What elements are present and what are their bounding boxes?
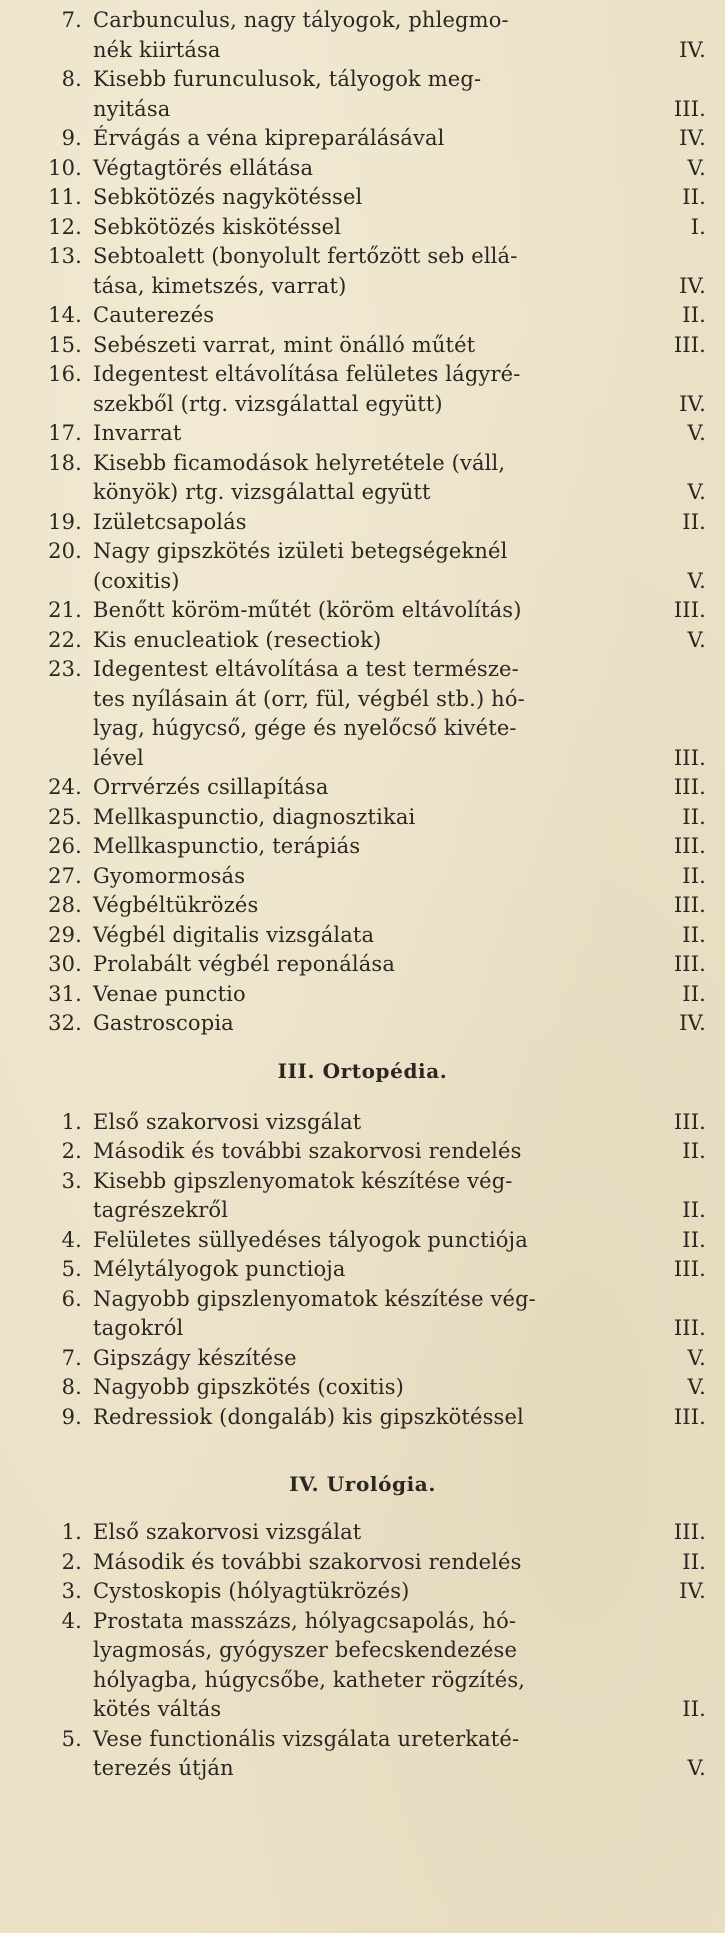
list-item: [48, 1577, 708, 1607]
item-category: IV.: [679, 391, 706, 416]
item-number: 7.: [61, 1345, 82, 1370]
item-description: Kisebb ficamodások helyretétele (váll, könyök) rtg. vizsgálattal együtt: [93, 450, 506, 504]
item-description: Első szakorvosi vizsgálat: [93, 1520, 362, 1544]
item-description: Sebtoalett (bonyolult fertőzött seb ellá- tása, kimetszés, varrat): [93, 244, 518, 298]
item-description: Második és további szakorvosi rendelés: [93, 1549, 522, 1574]
item-category: II.: [682, 804, 706, 829]
item-description: Cauterezés: [93, 303, 215, 327]
item-number: 2.: [61, 1549, 82, 1574]
list-item: [48, 1137, 708, 1167]
item-category: III.: [673, 1520, 706, 1544]
item-category: I.: [690, 214, 706, 239]
item-category: II.: [682, 1549, 706, 1574]
item-number: 3.: [61, 1168, 82, 1193]
list-item: [48, 1344, 708, 1374]
item-description: Nagy gipszkötés izületi betegségeknél (coxitis): [93, 539, 508, 593]
item-category: III.: [673, 834, 706, 858]
list-item: [48, 242, 708, 301]
item-description: Vese functionális vizsgálata ureterkaté- terezés útján: [93, 1726, 520, 1780]
list-item: [48, 921, 708, 951]
item-category: III.: [673, 1109, 706, 1134]
item-number: 23.: [48, 657, 82, 681]
item-number: 9.: [61, 126, 82, 150]
item-description: Felületes süllyedéses tályogok punctiója: [93, 1227, 528, 1252]
item-number: 3.: [61, 1579, 82, 1603]
item-number: 15.: [48, 332, 82, 357]
item-category: III.: [673, 598, 706, 622]
item-number: 10.: [48, 155, 82, 180]
item-category: II.: [682, 303, 706, 327]
item-description: Végbéltükrözés: [93, 893, 259, 917]
item-description: Érvágás a véna kipreparálásával: [93, 126, 445, 150]
list-item: [48, 980, 708, 1010]
item-description: Benőtt köröm-műtét (köröm eltávolítás): [93, 598, 522, 622]
item-category: II.: [682, 1139, 706, 1163]
item-description: Kis enucleatiok (resectiok): [93, 627, 382, 652]
item-category: II.: [682, 981, 706, 1006]
surgery-list: [0, 6, 725, 1039]
item-number: 14.: [48, 303, 82, 327]
item-number: 2.: [61, 1139, 82, 1163]
item-number: 8.: [61, 67, 82, 91]
list-item: [48, 1009, 708, 1039]
item-description: Invarrat: [93, 421, 182, 445]
list-item: [48, 626, 708, 656]
item-category: III.: [673, 96, 706, 121]
list-item: [48, 124, 708, 154]
item-description: Kisebb furunculusok, tályogok meg- nyitása: [93, 67, 482, 121]
list-item: [48, 1226, 708, 1256]
list-item: [48, 537, 708, 596]
item-description: Első szakorvosi vizsgálat: [93, 1109, 362, 1134]
list-item: [48, 803, 708, 833]
item-category: IV.: [679, 273, 706, 298]
item-number: 5.: [61, 1257, 82, 1281]
item-number: 20.: [48, 539, 82, 563]
item-description: Mellkaspunctio, diagnosztikai: [93, 804, 416, 829]
item-description: Orrvérzés csillapítása: [93, 775, 329, 799]
item-category: V.: [687, 1756, 706, 1780]
item-category: III.: [673, 1404, 706, 1429]
list-item: [48, 360, 708, 419]
item-number: 19.: [48, 509, 82, 534]
item-category: III.: [673, 1257, 706, 1281]
item-description: Cystoskopis (hólyagtükrözés): [93, 1579, 410, 1603]
item-category: III.: [673, 745, 706, 770]
item-number: 7.: [61, 8, 82, 32]
list-item: [48, 419, 708, 449]
section-heading-urology: IV. Urológia.: [289, 1472, 436, 1496]
list-item: [48, 596, 708, 626]
list-item: [48, 508, 708, 538]
list-item: [48, 773, 708, 803]
item-category: IV.: [679, 37, 706, 62]
item-description: Gipszágy készítése: [93, 1345, 297, 1370]
list-item: [48, 1108, 708, 1138]
item-category: III.: [673, 1316, 706, 1340]
item-description: Izületcsapolás: [93, 509, 247, 534]
item-description: Sebkötözés nagykötéssel: [93, 185, 363, 209]
item-number: 30.: [48, 952, 82, 976]
item-category: IV.: [679, 126, 706, 150]
item-number: 32.: [48, 1011, 82, 1035]
list-item: [48, 449, 708, 508]
item-description: Végbél digitalis vizsgálata: [93, 922, 375, 947]
item-number: 6.: [61, 1286, 82, 1311]
list-item: [48, 213, 708, 243]
section-heading-orthopedics: III. Ortopédia.: [277, 1058, 448, 1083]
item-number: 21.: [48, 598, 82, 622]
item-description: Idegentest eltávolítása felületes lágyré- szekből (rtg. vizsgálattal együtt): [93, 362, 521, 416]
list-item: [48, 154, 708, 184]
item-category: II.: [682, 922, 706, 947]
item-description: Gyomormosás: [93, 863, 246, 888]
item-description: Redressiok (dongaláb) kis gipszkötéssel: [93, 1404, 524, 1429]
item-number: 26.: [48, 834, 82, 858]
list-item: [48, 1255, 708, 1285]
item-category: V.: [687, 568, 706, 593]
item-category: III.: [673, 952, 706, 976]
item-category: II.: [682, 509, 706, 534]
item-category: II.: [682, 185, 706, 209]
item-category: II.: [682, 1198, 706, 1222]
item-description: Második és további szakorvosi rendelés: [93, 1139, 522, 1163]
item-category: V.: [687, 480, 706, 504]
item-description: Nagyobb gipszkötés (coxitis): [93, 1375, 405, 1399]
item-number: 27.: [48, 863, 82, 888]
item-number: 24.: [48, 775, 82, 799]
item-number: 1.: [61, 1109, 82, 1134]
list-item: [48, 1373, 708, 1403]
item-number: 11.: [48, 185, 82, 209]
item-number: 13.: [48, 244, 82, 268]
item-category: IV.: [679, 1579, 706, 1603]
item-category: V.: [687, 627, 706, 652]
list-item: [48, 331, 708, 361]
item-number: 25.: [48, 804, 82, 829]
item-description: Prostata masszázs, hólyagcsapolás, hó- lyagmosás, gyógyszer befecskendezése hólyagba, húgycsőbe, katheter rögzítés, kötés váltás: [93, 1608, 526, 1721]
list-item: [48, 1403, 708, 1433]
item-number: 12.: [48, 214, 82, 239]
item-number: 5.: [61, 1726, 82, 1751]
list-item: [48, 1725, 708, 1784]
item-description: Idegentest eltávolítása a test természe- tes nyílásain át (orr, fül, végbél stb.) hó- lyag, húgycső, gége és nyelőcső kivéte- lével: [93, 657, 525, 770]
list-item: [48, 301, 708, 331]
list-item: [48, 1607, 708, 1725]
item-number: 18.: [48, 450, 82, 475]
item-number: 22.: [48, 627, 82, 652]
list-item: [48, 1548, 708, 1578]
item-category: IV.: [679, 1011, 706, 1035]
item-number: 31.: [48, 981, 82, 1006]
list-item: [48, 862, 708, 892]
list-item: [48, 832, 708, 862]
item-category: III.: [673, 332, 706, 357]
item-category: V.: [687, 421, 706, 445]
item-category: II.: [682, 1227, 706, 1252]
item-category: III.: [673, 893, 706, 917]
item-number: 1.: [61, 1520, 82, 1544]
urology-list: [0, 1518, 725, 1784]
item-number: 9.: [61, 1404, 82, 1429]
item-description: Kisebb gipszlenyomatok készítése vég- tagrészekről: [93, 1168, 513, 1222]
list-item: [48, 1285, 708, 1344]
item-description: Sebkötözés kiskötéssel: [93, 214, 342, 239]
item-category: II.: [682, 1697, 706, 1721]
item-number: 17.: [48, 421, 82, 445]
item-description: Nagyobb gipszlenyomatok készítése vég- tagokról: [93, 1286, 536, 1340]
item-description: Prolabált végbél reponálása: [93, 952, 396, 976]
list-item: [48, 891, 708, 921]
list-item: [48, 6, 708, 65]
item-description: Mellkaspunctio, terápiás: [93, 834, 361, 858]
item-number: 16.: [48, 362, 82, 386]
item-description: Mélytályogok punctioja: [93, 1257, 346, 1281]
list-item: [48, 1167, 708, 1226]
item-number: 29.: [48, 922, 82, 947]
item-description: Carbunculus, nagy tályogok, phlegmo- nék kiirtása: [93, 8, 509, 62]
list-item: [48, 950, 708, 980]
item-category: V.: [687, 1375, 706, 1399]
list-item: [48, 655, 708, 773]
item-number: 4.: [61, 1608, 82, 1633]
item-description: Végtagtörés ellátása: [93, 155, 314, 180]
item-category: V.: [687, 155, 706, 180]
list-item: [48, 65, 708, 124]
item-category: III.: [673, 775, 706, 799]
item-number: 28.: [48, 893, 82, 917]
orthopedics-list: [0, 1108, 725, 1433]
list-item: [48, 1518, 708, 1548]
item-description: Gastroscopia: [93, 1011, 234, 1035]
item-number: 4.: [61, 1227, 82, 1252]
item-description: Venae punctio: [93, 981, 246, 1006]
list-item: [48, 183, 708, 213]
item-category: V.: [687, 1345, 706, 1370]
item-number: 8.: [61, 1375, 82, 1399]
item-category: II.: [682, 863, 706, 888]
item-description: Sebészeti varrat, mint önálló műtét: [93, 332, 476, 357]
